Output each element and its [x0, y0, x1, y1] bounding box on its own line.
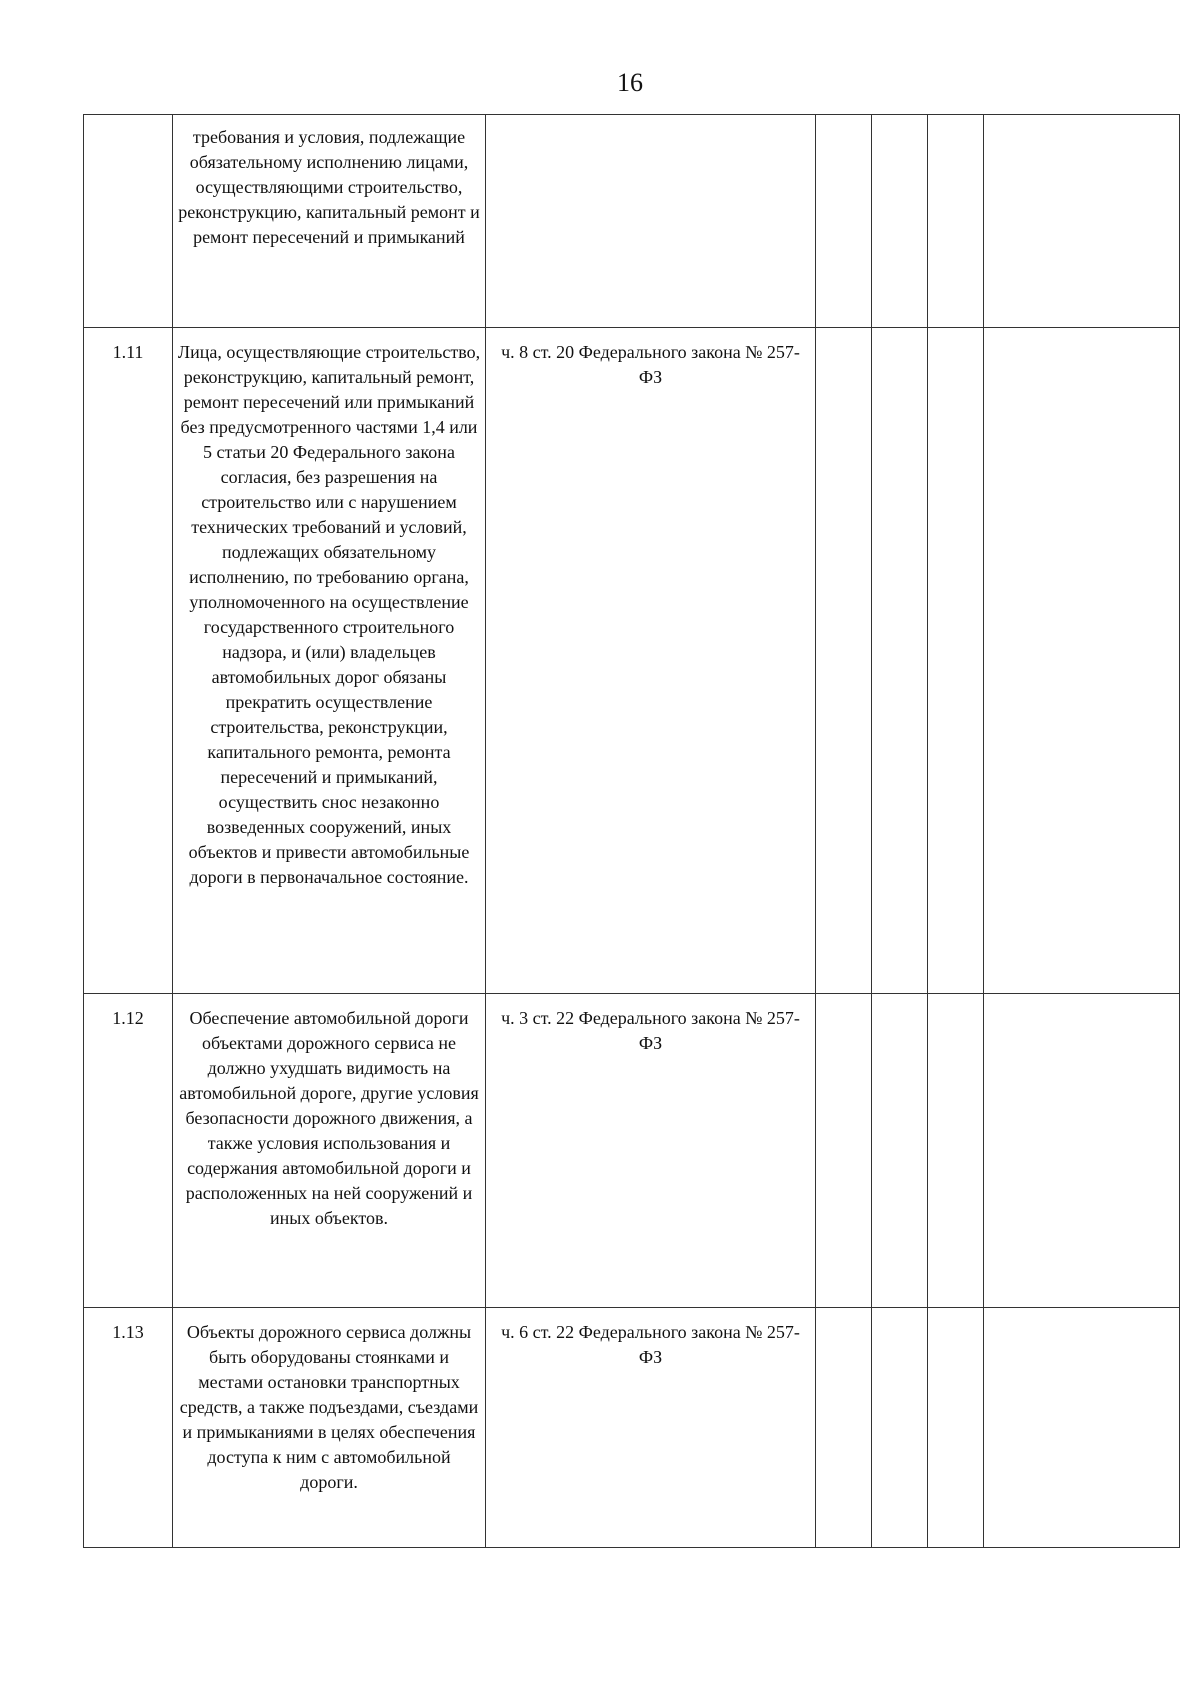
answer-yes-cell [816, 994, 872, 1308]
reference-cell [486, 115, 816, 328]
answer-na-cell [928, 115, 984, 328]
answer-no-cell [872, 1308, 928, 1548]
answer-na-cell [928, 1308, 984, 1548]
reference-cell: ч. 8 ст. 20 Федерального закона № 257-ФЗ [486, 328, 816, 994]
checklist-table [83, 114, 1180, 1548]
notes-cell [984, 994, 1180, 1308]
table-row [84, 328, 1180, 994]
reference-cell: ч. 6 ст. 22 Федерального закона № 257-ФЗ [486, 1308, 816, 1548]
requirement-cell: Объекты дорожного сервиса должны быть оборудованы стоянками и местами остановки транспортных средств, а также подъездами, съездами и примыканиями в целях обеспечения доступа к ним с автомобильной дороги. [173, 1308, 486, 1548]
row-number-cell: 1.13 [84, 1308, 173, 1548]
row-number-cell: 1.12 [84, 994, 173, 1308]
table-row [84, 1308, 1180, 1548]
row-number-cell [84, 115, 173, 328]
notes-cell [984, 328, 1180, 994]
table-row [84, 115, 1180, 328]
answer-na-cell [928, 328, 984, 994]
answer-na-cell [928, 994, 984, 1308]
answer-no-cell [872, 328, 928, 994]
row-number-cell: 1.11 [84, 328, 173, 994]
table-row [84, 994, 1180, 1308]
answer-yes-cell [816, 328, 872, 994]
reference-cell: ч. 3 ст. 22 Федерального закона № 257-ФЗ [486, 994, 816, 1308]
requirement-cell: Лица, осуществляющие строительство, реконструкцию, капитальный ремонт, ремонт пересечений или примыканий без предусмотренного частями 1,4 или 5 статьи 20 Федерального закона согласия, без разрешения на строительство или с нарушением технических требований и условий, подлежащих обязательному исполнению, по требованию органа, уполномоченного на осуществление государственного строительного надзора, и (или) владельцев автомобильных дорог обязаны прекратить осуществление строительства, реконструкции, капитального ремонта, ремонта пересечений и примыканий, осуществить снос незаконно возведенных сооружений, иных объектов и привести автомобильные дороги в первоначальное состояние. [173, 328, 486, 994]
page-number: 16 [617, 68, 643, 97]
answer-yes-cell [816, 1308, 872, 1548]
answer-yes-cell [816, 115, 872, 328]
requirement-cell: Обеспечение автомобильной дороги объектами дорожного сервиса не должно ухудшать видимость на автомобильной дороге, другие условия безопасности дорожного движения, а также условия использования и содержания автомобильной дороги и расположенных на ней сооружений и иных объектов. [173, 994, 486, 1308]
notes-cell [984, 1308, 1180, 1548]
answer-no-cell [872, 994, 928, 1308]
notes-cell [984, 115, 1180, 328]
answer-no-cell [872, 115, 928, 328]
requirement-cell: требования и условия, подлежащие обязательному исполнению лицами, осуществляющими строительство, реконструкцию, капитальный ремонт и ремонт пересечений и примыканий [173, 115, 486, 328]
